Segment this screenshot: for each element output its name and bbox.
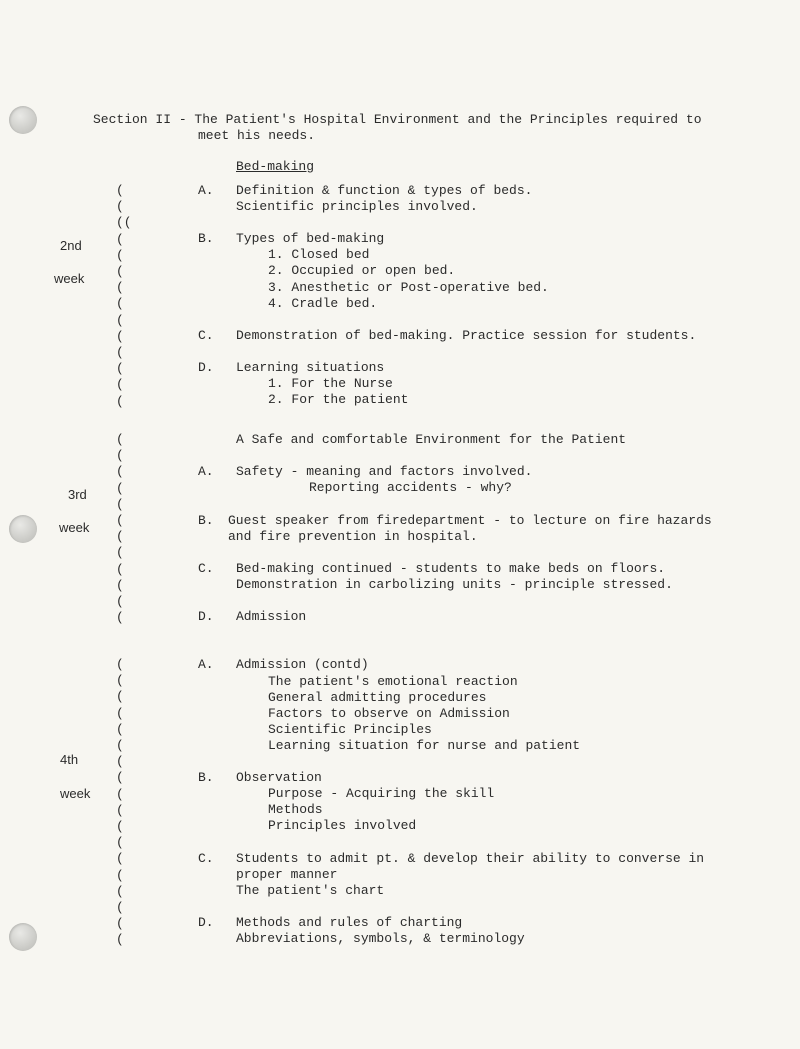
bedmaking-d-letter: D. <box>198 360 214 375</box>
safe-a-letter: A. <box>198 464 214 479</box>
bedmaking-d-item-2: 2. For the patient <box>268 392 409 407</box>
bracket-mark: ( <box>116 377 124 393</box>
safe-c-line-2: Demonstration in carbolizing units - principle stressed. <box>236 577 673 592</box>
bracket-mark: ( <box>116 819 124 834</box>
bracket-mark: ( <box>116 577 124 593</box>
bedmaking-d-title: Learning situations <box>236 360 385 375</box>
admission-d-line-1: Methods and rules of charting <box>236 915 463 930</box>
bracket-mark: ( <box>116 448 124 464</box>
bracket-mark: ( <box>116 594 124 609</box>
bracket-mark: ( <box>116 561 124 577</box>
admission-b-item-2: Methods <box>268 802 323 817</box>
safe-d-letter: D. <box>198 609 214 624</box>
bracket-mark: ( <box>116 883 124 899</box>
week-2-label: week <box>54 271 85 286</box>
bracket-mark: ( <box>116 916 124 932</box>
safe-b-letter: B. <box>198 513 214 528</box>
bedmaking-c-text: Demonstration of bed-making. Practice session for students. <box>236 328 697 343</box>
section-heading: Section II - The Patient's Hospital Environment and the Principles required to <box>93 112 702 127</box>
bracket-mark: ( <box>116 280 124 296</box>
bracket-mark: ( <box>116 496 124 512</box>
bedmaking-d-item-1: 1. For the Nurse <box>268 376 393 391</box>
safe-environment-title: A Safe and comfortable Environment for the Patient <box>236 432 627 447</box>
bracket-mark: ( <box>116 786 124 802</box>
bracket-mark: ( <box>116 480 124 496</box>
admission-b-letter: B. <box>198 770 214 785</box>
punch-hole-middle <box>9 515 37 543</box>
bracket-mark: ( <box>116 851 124 867</box>
admission-d-line-2: Abbreviations, symbols, & terminology <box>236 931 525 946</box>
safe-c-letter: C. <box>198 561 214 576</box>
bracket-mark: ( <box>116 296 124 312</box>
bedmaking-b-title: Types of bed-making <box>236 231 385 246</box>
week-3-number: 3rd <box>68 487 87 502</box>
bracket-mark: ( <box>116 312 124 328</box>
bracket-mark: ( <box>116 770 124 786</box>
safe-b-line-2: and fire prevention in hospital. <box>228 529 478 544</box>
bedmaking-b-item-3: 3. Anesthetic or Post-operative bed. <box>268 280 549 295</box>
admission-a-item-4: Scientific Principles <box>268 722 432 737</box>
bracket-mark: ( <box>116 900 124 915</box>
bracket-mark: ( <box>116 754 124 770</box>
week-4-label: week <box>60 786 91 801</box>
admission-a-title: Admission (contd) <box>236 657 369 672</box>
admission-c-line-2: proper manner <box>236 867 338 882</box>
bracket-mark: ( <box>116 835 124 851</box>
admission-a-item-3: Factors to observe on Admission <box>268 706 510 721</box>
bracket-mark: ( <box>116 610 124 626</box>
safe-c-line-1: Bed-making continued - students to make beds on floors. <box>236 561 666 576</box>
bracket-mark: ( <box>116 867 124 883</box>
bracket-mark: ( <box>116 545 124 561</box>
admission-c-line-3: The patient's chart <box>236 883 385 898</box>
bedmaking-c-letter: C. <box>198 328 214 343</box>
admission-b-item-1: Purpose - Acquiring the skill <box>268 786 495 801</box>
week-2-number: 2nd <box>60 238 82 253</box>
safe-d-text: Admission <box>236 609 307 624</box>
punch-hole-bottom <box>9 923 37 951</box>
bracket-mark: ( <box>116 231 124 247</box>
admission-a-item-1: The patient's emotional reaction <box>268 674 518 689</box>
safe-b-line-1: Guest speaker from firedepartment - to lecture on fire hazards <box>228 513 712 528</box>
bracket-mark: ( <box>116 657 124 672</box>
safe-a-line-2: Reporting accidents - why? <box>309 480 512 495</box>
bracket-mark: ( <box>116 689 124 705</box>
safe-a-line-1: Safety - meaning and factors involved. <box>236 464 533 479</box>
bracket-mark: ( <box>116 464 124 480</box>
bracket-mark: ( <box>116 932 124 948</box>
bracket-mark: ( <box>116 705 124 721</box>
admission-a-item-5: Learning situation for nurse and patient <box>268 738 581 753</box>
admission-a-letter: A. <box>198 657 214 672</box>
admission-d-letter: D. <box>198 915 214 930</box>
bedmaking-a-line-2: Scientific principles involved. <box>236 199 478 214</box>
bracket-mark: ( <box>116 345 124 360</box>
bracket-mark: ( <box>116 513 124 528</box>
punch-hole-top <box>9 106 37 134</box>
admission-b-item-3: Principles involved <box>268 818 417 833</box>
bedmaking-a-line-1: Definition & function & types of beds. <box>236 183 533 198</box>
admission-a-item-2: General admitting procedures <box>268 690 487 705</box>
bracket-mark: ( <box>116 529 124 545</box>
bracket-mark: ( <box>116 738 124 753</box>
bracket-mark: ( <box>116 247 124 263</box>
week-4-number: 4th <box>60 752 79 767</box>
bedmaking-b-letter: B. <box>198 231 214 246</box>
bracket-mark: ( <box>116 432 124 447</box>
bracket-mark: ( <box>116 199 124 215</box>
bedmaking-title: Bed-making <box>236 159 315 174</box>
bracket-mark: ( <box>116 802 124 818</box>
admission-c-letter: C. <box>198 851 214 866</box>
bracket-mark: ( <box>116 328 124 344</box>
bracket-mark: ( <box>116 393 124 409</box>
bedmaking-a-letter: A. <box>198 183 214 198</box>
bracket-mark: ( <box>116 361 124 377</box>
bedmaking-b-item-4: 4. Cradle bed. <box>268 296 378 311</box>
admission-b-title: Observation <box>236 770 322 785</box>
week-3-label: week <box>59 520 90 535</box>
bracket-mark: ( <box>116 183 124 198</box>
bedmaking-b-item-1: 1. Closed bed <box>268 247 370 262</box>
admission-c-line-1: Students to admit pt. & develop their ability to converse in <box>236 851 705 866</box>
bracket-mark: ( <box>116 721 124 737</box>
section-heading-continued: meet his needs. <box>198 128 316 143</box>
bracket-mark: ( <box>116 673 124 689</box>
bracket-mark: ( <box>116 264 124 279</box>
bedmaking-b-item-2: 2. Occupied or open bed. <box>268 263 456 278</box>
bracket-mark: (( <box>116 215 132 231</box>
